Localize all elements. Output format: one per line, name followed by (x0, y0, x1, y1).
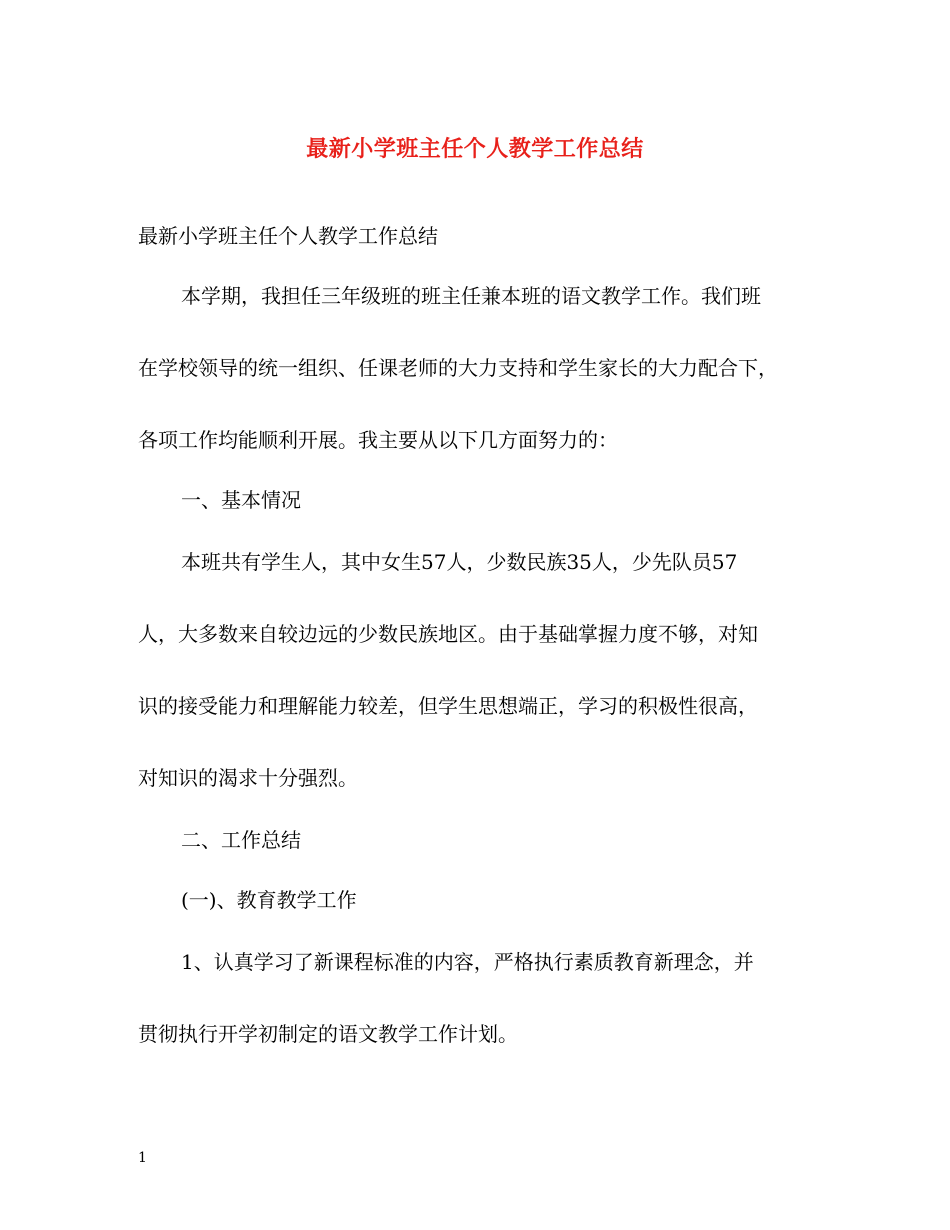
paragraph-line: 在学校领导的统一组织、任课老师的大力支持和学生家长的大力配合下， (138, 356, 778, 380)
paragraph-line: 人，大多数来自较边远的少数民族地区。由于基础掌握力度不够，对知 (138, 622, 758, 646)
paragraph-line: 1、认真学习了新课程标准的内容，严格执行素质教育新理念，并 (181, 950, 754, 974)
subsection-heading: (一)、教育教学工作 (181, 888, 357, 912)
paragraph-line: 识的接受能力和理解能力较差，但学生思想端正，学习的积极性很高， (138, 694, 758, 718)
page-number: 1 (138, 1150, 147, 1166)
subtitle-line: 最新小学班主任个人教学工作总结 (138, 224, 438, 248)
paragraph-line: 贯彻执行开学初制定的语文教学工作计划。 (138, 1022, 518, 1046)
document-title: 最新小学班主任个人教学工作总结 (306, 136, 644, 162)
paragraph-line: 各项工作均能顺利开展。我主要从以下几方面努力的： (138, 428, 618, 452)
paragraph-line: 本班共有学生人，其中女生57人，少数民族35人，少先队员57 (181, 550, 738, 574)
paragraph-line: 对知识的渴求十分强烈。 (138, 766, 358, 790)
section-heading: 二、工作总结 (181, 828, 301, 852)
section-heading: 一、基本情况 (181, 488, 301, 512)
paragraph-line: 本学期，我担任三年级班的班主任兼本班的语文教学工作。我们班 (181, 284, 761, 308)
